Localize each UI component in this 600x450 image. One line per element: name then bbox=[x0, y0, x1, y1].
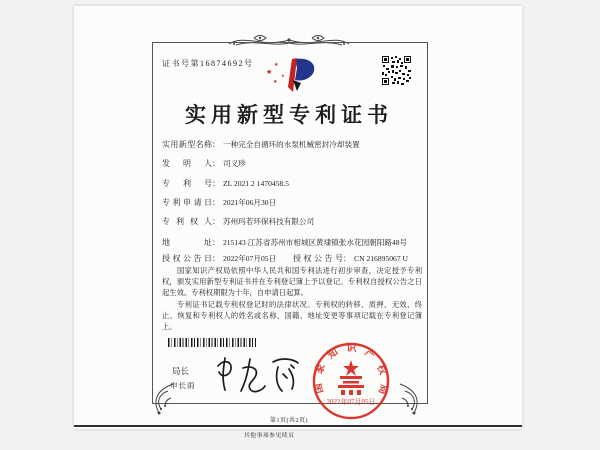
svg-text:★: ★ bbox=[266, 68, 273, 76]
footer-note: 其他事项参见续页 bbox=[244, 433, 295, 439]
colon: ： bbox=[212, 159, 220, 168]
official-red-seal bbox=[310, 340, 392, 422]
field-value: 苏州玛若环保科技有限公司 bbox=[223, 217, 315, 226]
svg-text:★: ★ bbox=[274, 62, 279, 68]
qr-code bbox=[382, 56, 411, 85]
field-inventor bbox=[162, 158, 246, 169]
colon: ： bbox=[212, 238, 220, 247]
cnipa-patent-logo-icon bbox=[262, 56, 318, 96]
grant-date-group bbox=[162, 254, 276, 263]
certificate-page bbox=[74, 6, 522, 429]
field-patent-no bbox=[162, 178, 289, 189]
legal-paragraph-2: 专利证书记载专利权登记时的法律状况。专利权的转移、质押、无效、终止、恢复和专利权人的姓名或名称、国籍、地址变更等事项记载在专利登记簿上。 bbox=[162, 300, 422, 331]
field-value: 215143 江苏省苏州市相城区黄埭镇张水花园朝阳路48号 bbox=[223, 238, 408, 247]
colon: ： bbox=[212, 198, 220, 207]
seal-date: 2022年07月05日 bbox=[326, 398, 376, 406]
grant-date-label: 授权公告日 bbox=[162, 254, 212, 263]
field-label: 专利号 bbox=[162, 179, 212, 188]
director-title: 局长 bbox=[172, 366, 190, 376]
colon: ： bbox=[212, 217, 220, 226]
field-label: 专利申请日 bbox=[162, 198, 212, 207]
seal-ring-text: 国家知识产权局 bbox=[312, 342, 390, 396]
colon: ： bbox=[212, 179, 220, 188]
grant-no-group bbox=[293, 253, 408, 264]
field-value: ZL 2021 2 1470458.5 bbox=[223, 179, 289, 188]
legal-paragraph-1: 国家知识产权局依照中华人民共和国专利法进行初步审查，决定授予专利权，颁发实用新型专利证书并在专利登记簿上予以登记。专利权自授权公告之日起生效。专利权期限为十年，自申请日起算。 bbox=[162, 266, 422, 297]
field-value: 司义珍 bbox=[223, 159, 246, 168]
field-address bbox=[162, 237, 407, 248]
page-number: 第1页(共2页) bbox=[270, 418, 308, 424]
corner-flourish-right bbox=[398, 382, 426, 416]
grant-no-value: CN 216895067 U bbox=[354, 254, 409, 263]
field-name bbox=[162, 139, 360, 150]
field-value: 一种完全自循环的水泵机械密封冷却装置 bbox=[223, 140, 360, 149]
colon: ： bbox=[343, 254, 351, 263]
field-value: 2021年06月30日 bbox=[223, 198, 277, 207]
certificate-number: 证书号第16874692号 bbox=[162, 59, 254, 68]
colon: ： bbox=[212, 254, 220, 263]
field-label: 发明人 bbox=[162, 159, 212, 168]
grant-no-label: 授权公告号 bbox=[293, 254, 343, 263]
page-bottom-edge bbox=[74, 425, 522, 427]
field-label: 实用新型名称 bbox=[162, 140, 212, 149]
field-patentee bbox=[162, 216, 314, 227]
svg-text:★: ★ bbox=[273, 79, 278, 85]
certificate-title: 实用新型专利证书 bbox=[185, 103, 393, 127]
legal-text bbox=[162, 266, 422, 335]
field-label: 地址 bbox=[162, 238, 212, 247]
director-printed-name: 申长雨 bbox=[170, 381, 196, 390]
colon: ： bbox=[212, 140, 220, 149]
svg-text:★: ★ bbox=[281, 73, 285, 78]
corner-flourish-left bbox=[147, 382, 175, 416]
field-label: 专利权人 bbox=[162, 217, 212, 226]
grant-date-value: 2022年07月05日 bbox=[223, 254, 277, 263]
grant-line bbox=[162, 253, 442, 264]
field-application-date bbox=[162, 197, 276, 208]
barcode bbox=[168, 338, 256, 347]
director-signature bbox=[212, 350, 304, 400]
